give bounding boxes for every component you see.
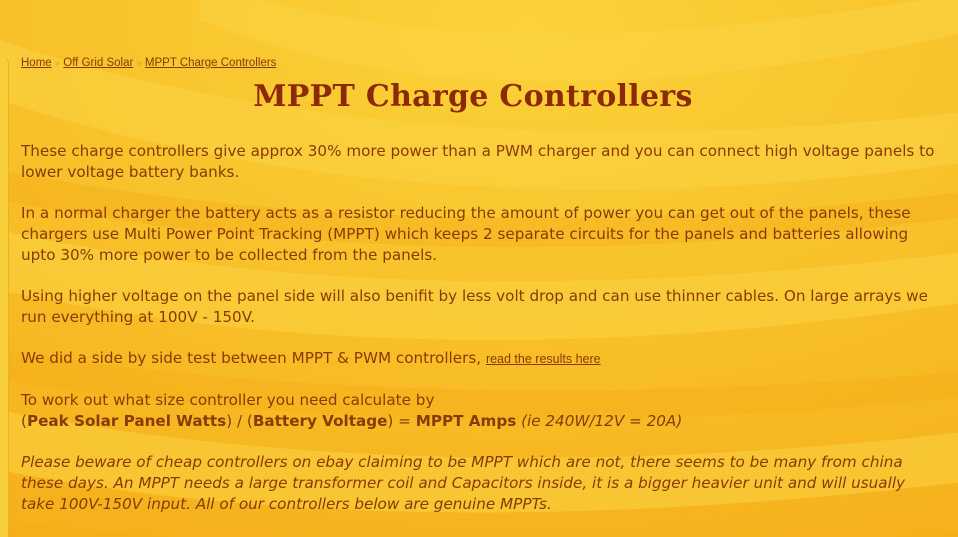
- test-results-link[interactable]: read the results here: [485, 351, 601, 366]
- intro-paragraph: These charge controllers give approx 30% more power than a PWM charger and you can connect high voltage panels to lower voltage battery banks.: [21, 142, 935, 181]
- main-content: [8, 0, 958, 537]
- formula-equals: ) =: [387, 412, 416, 431]
- breadcrumb-separator: »: [136, 58, 142, 69]
- warning-paragraph: Please beware of cheap controllers on ebay claiming to be MPPT which are not, there seems to be many from china these days. An MPPT needs a large transformer coil and Capacitors inside, it is a bigger heavier unit and will usually take 100V-150V input. All of our controllers below are genuine MPPTs.: [21, 453, 906, 513]
- breadcrumb-home-link[interactable]: Home: [21, 57, 52, 69]
- voltage-paragraph: Using higher voltage on the panel side will also benifit by less volt drop and can use thinner cables. On large arrays we run everything at 100V - 150V.: [21, 286, 928, 326]
- article-body: [21, 141, 941, 535]
- breadcrumb-mppt-link[interactable]: MPPT Charge Controllers: [144, 57, 277, 69]
- formula-panel-watts: Peak Solar Panel Watts: [26, 412, 227, 431]
- breadcrumb-separator: »: [54, 58, 61, 69]
- formula-example: (ie 240W/12V = 20A): [516, 412, 683, 431]
- test-paragraph-text: We did a side by side test between MPPT & PWM controllers,: [21, 348, 486, 367]
- formula-divide: ) / (: [226, 412, 253, 431]
- formula-mppt-amps: MPPT Amps: [415, 412, 517, 431]
- sizing-paragraph: [21, 390, 941, 431]
- test-paragraph: [21, 348, 941, 370]
- explanation-paragraph: In a normal charger the battery acts as a resistor reducing the amount of power you can get out of the panels, these chargers use Multi Power Point Tracking (MPPT) which keeps 2 separate circuits for the panels and batteries allowing upto 30% more power to be collected from the panels.: [21, 204, 911, 264]
- breadcrumb-off-grid-solar-link[interactable]: Off Grid Solar: [63, 57, 134, 69]
- breadcrumb: [21, 57, 276, 69]
- formula-battery-voltage: Battery Voltage: [252, 412, 388, 431]
- page-title: MPPT Charge Controllers: [253, 79, 693, 114]
- formula-open: (: [21, 412, 27, 431]
- sizing-intro: To work out what size controller you need calculate by: [21, 391, 435, 410]
